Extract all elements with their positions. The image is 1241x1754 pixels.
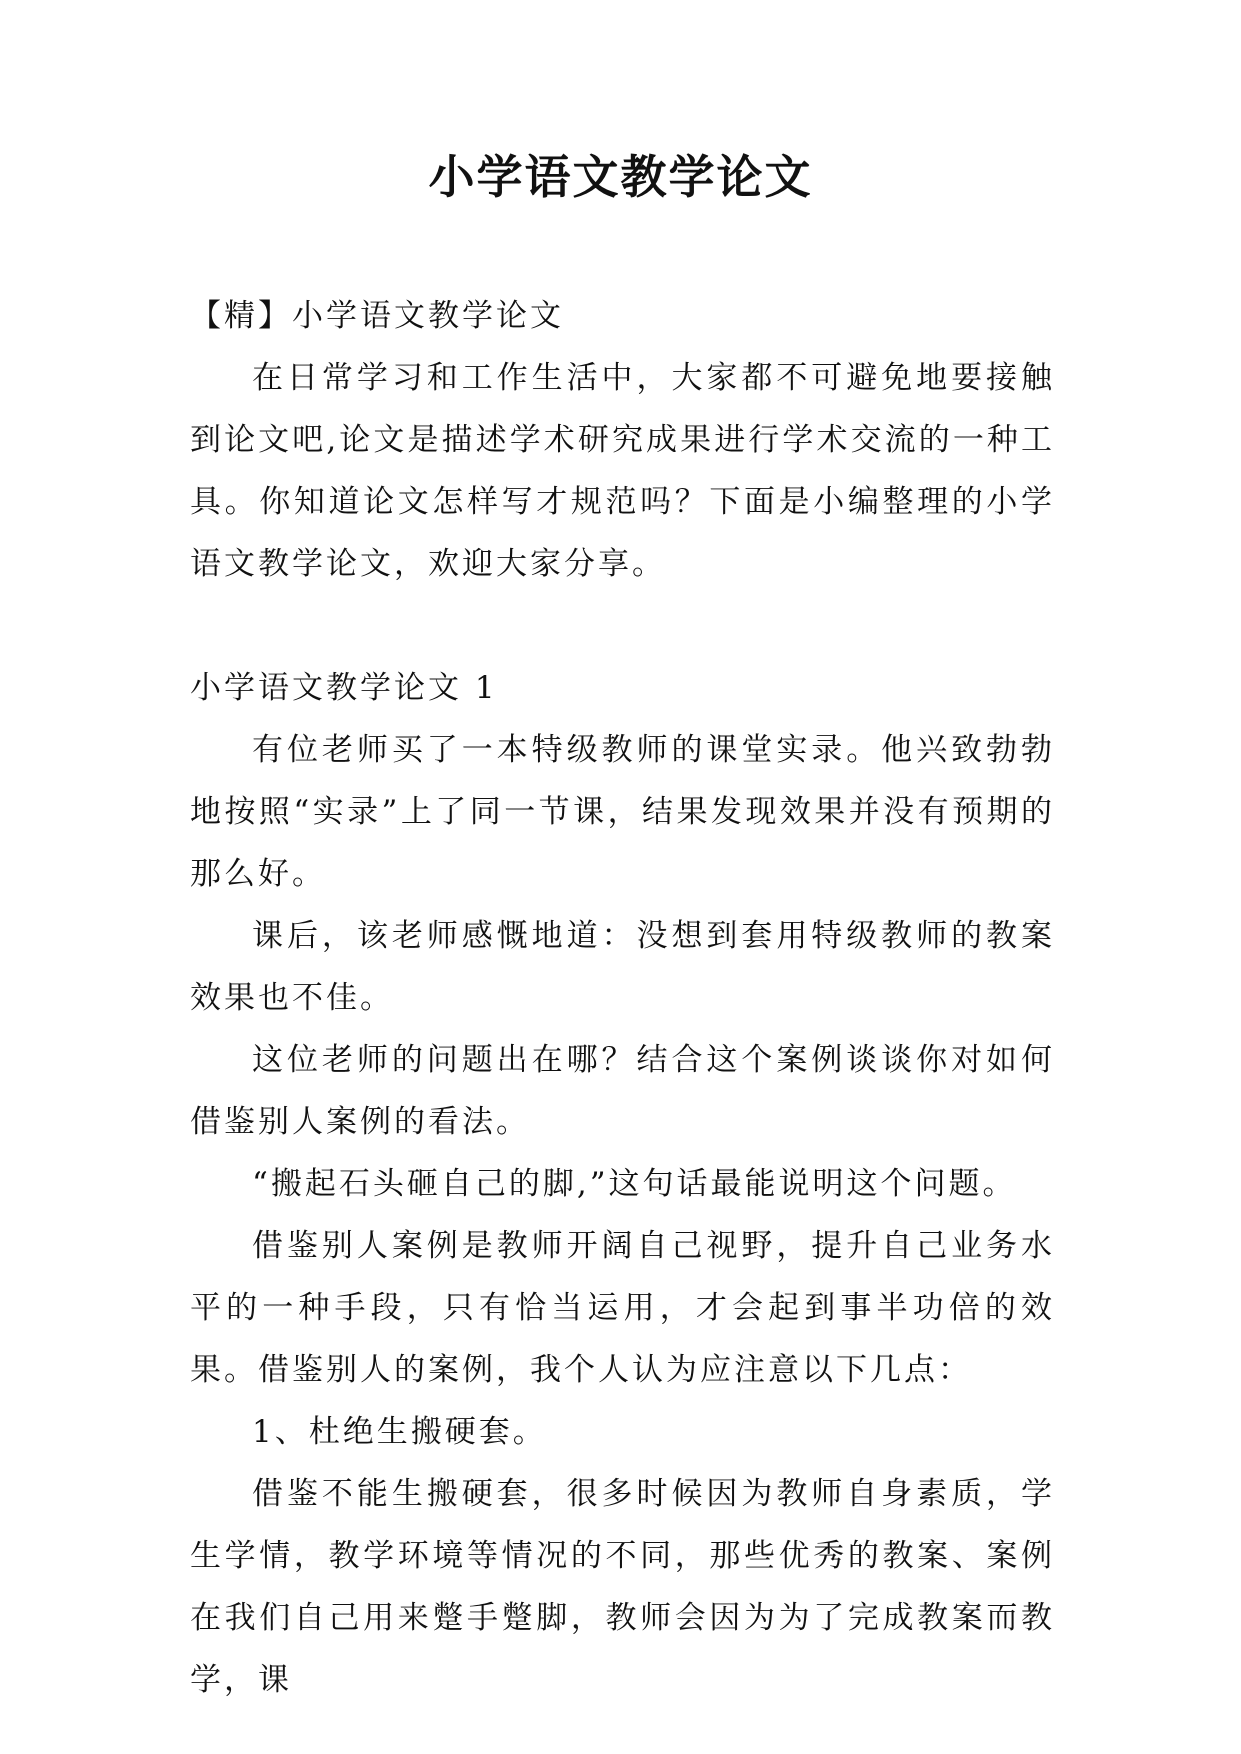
body-paragraph-5: 借鉴别人案例是教师开阔自己视野，提升自己业务水平的一种手段，只有恰当运用，才会起到事半功倍的效果。借鉴别人的案例，我个人认为应注意以下几点：	[190, 1228, 1055, 1388]
body-paragraph-6: 借鉴不能生搬硬套，很多时候因为教师自身素质，学生学情，教学环境等情况的不同，那些优秀的教案、案例在我们自己用来蹩手蹩脚，教师会因为为了完成教案而教学，课	[190, 1476, 1055, 1698]
document-body	[190, 285, 1055, 1711]
body-paragraph-2: 课后，该老师感慨地道：没想到套用特级教师的教案效果也不佳。	[190, 918, 1055, 1016]
section-heading: 小学语文教学论文 1	[190, 670, 498, 706]
body-paragraph-3: 这位老师的问题出在哪？结合这个案例谈谈你对如何借鉴别人案例的看法。	[190, 1042, 1055, 1140]
paragraph-spacer	[190, 595, 1055, 657]
intro-paragraph: 在日常学习和工作生活中，大家都不可避免地要接触到论文吧,论文是描述学术研究成果进行学术交流的一种工具。你知道论文怎样写才规范吗？下面是小编整理的小学语文教学论文，欢迎大家分享。	[190, 360, 1055, 582]
body-paragraph-1: 有位老师买了一本特级教师的课堂实录。他兴致勃勃地按照“实录”上了同一节课，结果发现效果并没有预期的那么好。	[190, 732, 1055, 892]
list-item-1: 1、杜绝生搬硬套。	[252, 1414, 547, 1450]
document-subtitle: 【精】小学语文教学论文	[190, 298, 564, 334]
body-paragraph-4: “搬起石头砸自己的脚,”这句话最能说明这个问题。	[252, 1166, 1017, 1202]
document-title: 小学语文教学论文	[428, 150, 813, 204]
